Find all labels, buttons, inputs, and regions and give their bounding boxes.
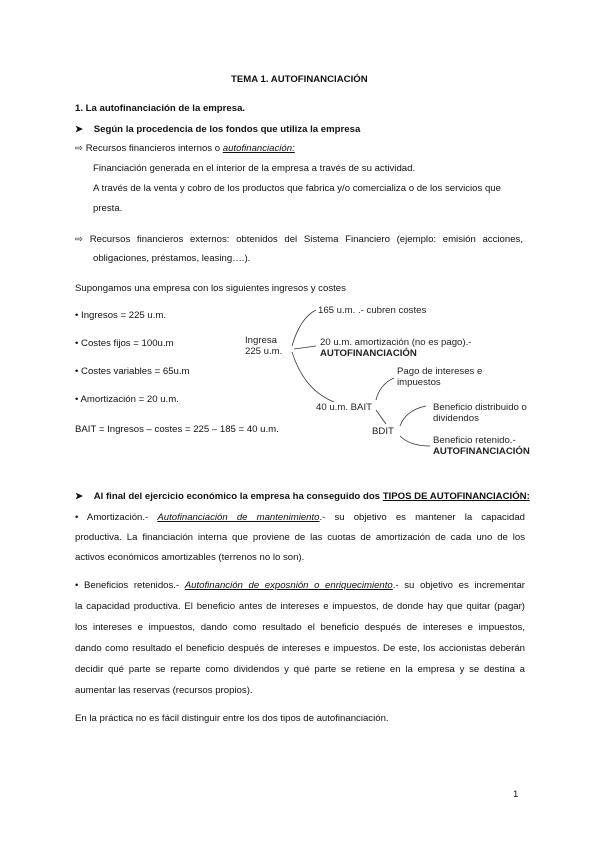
benef-line-6: aumentar las reservas (recursos propios).	[75, 685, 253, 696]
autofinanciacion-term: autofinanciación:	[222, 143, 295, 154]
diagram-beneficio-retenido: Beneficio retenido.-	[433, 435, 516, 446]
branch-to-retenido	[400, 436, 430, 446]
example-intro: Supongamos una empresa con los siguientes ingresos y costes	[75, 283, 346, 294]
internos-line-3: presta.	[93, 203, 123, 214]
recursos-internos-label: Recursos financieros internos o	[85, 143, 223, 154]
amort-pre: • Amortización.-	[75, 512, 158, 523]
tipos-heading	[75, 491, 530, 503]
externos-line-2: obligaciones, préstamos, leasing….).	[93, 253, 251, 264]
double-arrow-icon: ⇨	[75, 143, 84, 154]
externos-line-1: Recursos financieros externos: obtenidos del Sistema Financiero (ejemplo: emisión acciones,	[89, 234, 523, 245]
page-number: 1	[513, 789, 519, 800]
tipos-heading-text: Al final del ejercicio económico la empresa ha conseguido dos	[93, 491, 383, 502]
arrowhead-icon: ➤	[75, 491, 84, 502]
section-heading: 1. La autofinanciación de la empresa.	[75, 103, 246, 114]
internos-line-2: A través de la venta y cobro de los productos que fabrica y/o comercializa o de los servicios que	[93, 183, 501, 194]
page-title: TEMA 1. AUTOFINANCIACIÓN	[231, 74, 368, 85]
bullet-ingresos: • Ingresos = 225 u.m.	[75, 310, 167, 321]
benef-pre: • Beneficios retenidos.-	[75, 580, 185, 591]
diagram-cubren-costes: 165 u.m. .- cubren costes	[318, 305, 427, 316]
diagram-autofinanciacion-2: AUTOFINANCIACIÓN	[433, 446, 530, 457]
amort-line-3: activos económicos amortizables (terrenos no lo son).	[75, 552, 305, 563]
double-arrow-icon: ⇨	[75, 234, 84, 245]
bullet-costes-fijos: • Costes fijos = 100u.m	[75, 338, 174, 349]
diagram-ingresa-amount: 225 u.m.	[245, 346, 283, 357]
bullet-amortizacion: • Amortización = 20 u.m.	[75, 394, 179, 405]
amort-post: .- su objetivo es mantener la capacidad	[319, 512, 525, 523]
amort-line-2: productiva. La financiación interna que proviene de las cuotas de amortización de cada uno de los	[75, 532, 525, 543]
diagram-amortizacion: 20 u.m. amortización (no es pago).-	[320, 337, 472, 348]
branch-to-bdit	[376, 410, 386, 424]
amort-line-1	[75, 512, 525, 524]
diagram-bdit: BDIT	[372, 426, 394, 437]
diagram-impuestos: impuestos	[397, 377, 441, 388]
branch-to-dividendos	[400, 406, 426, 426]
closing-paragraph: En la práctica no es fácil distinguir entre los dos tipos de autofinanciación.	[75, 713, 389, 724]
benef-line-4: dando como resultado el beneficio después de intereses e impuestos. De este, los accionistas deberán	[75, 643, 525, 654]
amort-term: Autofinanciación de mantenimiento	[157, 512, 320, 523]
branch-to-pago	[376, 378, 394, 400]
branch-to-20	[294, 346, 316, 349]
benef-line-3: los intereses e impuestos, dando como resultado el beneficio después de intereses e impuestos,	[75, 622, 525, 633]
bait-formula: BAIT = Ingresos – costes = 225 – 185 = 40 u.m.	[75, 424, 279, 435]
benef-post: .- su objetivo es incrementar	[392, 580, 526, 591]
benef-line-5: decidir qué parte se reparte como dividendos y qué parte se retiene en la empresa y se destina a	[75, 664, 525, 675]
branch-to-165	[292, 310, 316, 346]
diagram-ingresa: Ingresa	[245, 335, 277, 346]
arrowhead-icon: ➤	[75, 124, 84, 135]
benef-line-2: la capacidad productiva. El beneficio antes de intereses e impuestos, de donde hay que quitar (pagar)	[75, 601, 525, 612]
bullet-costes-variables: • Costes variables = 65u.m	[75, 366, 190, 377]
diagram-pago-intereses: Pago de intereses e	[397, 366, 483, 377]
tipos-heading-underlined: TIPOS DE AUTOFINANCIACIÓN:	[382, 491, 530, 502]
arrow-heading-text: Según la procedencia de los fondos que utiliza la empresa	[93, 124, 361, 135]
diagram-beneficio-distribuido: Beneficio distribuido o	[433, 402, 527, 413]
diagram-dividendos: dividendos	[433, 413, 479, 424]
diagram-bait: 40 u.m. BAIT	[316, 402, 372, 413]
internos-line-1: Financiación generada en el interior de la empresa a través de su actividad.	[93, 163, 416, 174]
benef-line-1	[75, 580, 525, 592]
benef-term: Autofinanción de exposnión o enriquecimiento	[184, 580, 393, 591]
branch-to-40	[292, 352, 334, 402]
diagram-autofinanciacion-1: AUTOFINANCIACIÓN	[320, 348, 417, 359]
